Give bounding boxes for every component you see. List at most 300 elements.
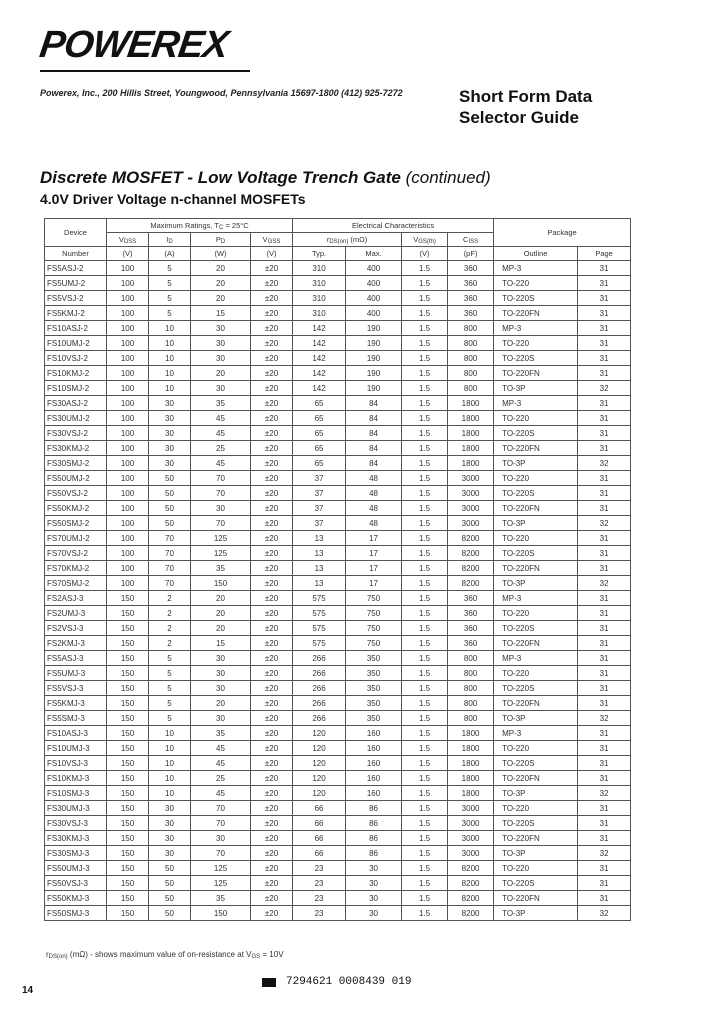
outline-cell: TO-220S xyxy=(494,351,578,366)
vdss-cell: 150 xyxy=(107,906,149,921)
table-row xyxy=(45,861,631,876)
ciss-cell: 800 xyxy=(448,366,494,381)
vgss-cell: ±20 xyxy=(251,471,293,486)
pd-cell: 25 xyxy=(191,771,251,786)
outline-header: Outline xyxy=(494,247,578,261)
vgss-cell: ±20 xyxy=(251,321,293,336)
vdss-header: $V_{DSS}$ xyxy=(107,233,149,247)
ciss-cell: 1800 xyxy=(448,726,494,741)
vgs-th-cell: 1.5 xyxy=(402,441,448,456)
vgss-cell: ±20 xyxy=(251,456,293,471)
vgss-cell: ±20 xyxy=(251,531,293,546)
vgs-th-cell: 1.5 xyxy=(402,591,448,606)
table-row xyxy=(45,501,631,516)
device-number-cell: FS10UMJ-2 xyxy=(45,336,107,351)
id-cell: 50 xyxy=(149,486,191,501)
header-row-units xyxy=(45,247,631,261)
mosfet-spec-table xyxy=(44,218,631,921)
pd-cell: 45 xyxy=(191,741,251,756)
page-cell: 31 xyxy=(578,351,631,366)
page-cell: 31 xyxy=(578,411,631,426)
vdss-cell: 100 xyxy=(107,336,149,351)
rds-max-cell: 750 xyxy=(346,636,402,651)
ciss-cell: 360 xyxy=(448,636,494,651)
ciss-cell: 800 xyxy=(448,681,494,696)
spec-table-body xyxy=(45,261,631,921)
device-number-cell: FS50VSJ-2 xyxy=(45,486,107,501)
rds-typ-cell: 310 xyxy=(293,306,346,321)
rds-typ-cell: 23 xyxy=(293,906,346,921)
device-number-cell: FS5ASJ-2 xyxy=(45,261,107,276)
rds-max-cell: 350 xyxy=(346,666,402,681)
device-number-cell: FS5KMJ-3 xyxy=(45,696,107,711)
page-cell: 31 xyxy=(578,486,631,501)
id-cell: 50 xyxy=(149,516,191,531)
section-subtitle: 4.0V Driver Voltage n-channel MOSFETs xyxy=(40,191,306,207)
rds-max-cell: 17 xyxy=(346,546,402,561)
vgs-th-cell: 1.5 xyxy=(402,891,448,906)
vdss-cell: 150 xyxy=(107,786,149,801)
device-number-cell: FS5ASJ-3 xyxy=(45,651,107,666)
table-row xyxy=(45,486,631,501)
vdss-cell: 100 xyxy=(107,486,149,501)
outline-cell: TO-220 xyxy=(494,666,578,681)
document-title xyxy=(459,86,592,128)
pd-cell: 30 xyxy=(191,501,251,516)
pd-cell: 150 xyxy=(191,576,251,591)
outline-cell: TO-3P xyxy=(494,381,578,396)
vdss-cell: 100 xyxy=(107,471,149,486)
id-cell: 30 xyxy=(149,396,191,411)
pd-cell: 125 xyxy=(191,546,251,561)
vgss-cell: ±20 xyxy=(251,291,293,306)
device-number-cell: FS10KMJ-2 xyxy=(45,366,107,381)
page-cell: 32 xyxy=(578,381,631,396)
rds-max-cell: 350 xyxy=(346,711,402,726)
page-cell: 31 xyxy=(578,606,631,621)
pd-cell: 70 xyxy=(191,516,251,531)
vgss-cell: ±20 xyxy=(251,816,293,831)
outline-cell: TO-220S xyxy=(494,816,578,831)
table-row xyxy=(45,681,631,696)
outline-cell: TO-3P xyxy=(494,906,578,921)
outline-cell: TO-220 xyxy=(494,471,578,486)
rds-max-cell: 400 xyxy=(346,276,402,291)
ciss-cell: 3000 xyxy=(448,801,494,816)
rds-typ-cell: 120 xyxy=(293,771,346,786)
ciss-cell: 1800 xyxy=(448,426,494,441)
rds-max-cell: 48 xyxy=(346,486,402,501)
vdss-cell: 100 xyxy=(107,291,149,306)
vgs-th-cell: 1.5 xyxy=(402,396,448,411)
outline-cell: TO-3P xyxy=(494,516,578,531)
powerex-logo: POWEREX xyxy=(37,24,231,66)
vgss-cell: ±20 xyxy=(251,336,293,351)
id-cell: 2 xyxy=(149,606,191,621)
device-number-cell: FS50KMJ-3 xyxy=(45,891,107,906)
table-row xyxy=(45,276,631,291)
rds-max-cell: 48 xyxy=(346,471,402,486)
id-cell: 10 xyxy=(149,366,191,381)
vdss-cell: 100 xyxy=(107,441,149,456)
vgs-th-cell: 1.5 xyxy=(402,531,448,546)
rds-max-cell: 30 xyxy=(346,861,402,876)
table-row xyxy=(45,291,631,306)
pd-cell: 20 xyxy=(191,621,251,636)
pd-cell: 35 xyxy=(191,396,251,411)
vgss-cell: ±20 xyxy=(251,906,293,921)
id-cell: 70 xyxy=(149,576,191,591)
ciss-cell: 360 xyxy=(448,606,494,621)
pd-cell: 20 xyxy=(191,696,251,711)
vgs-th-cell: 1.5 xyxy=(402,711,448,726)
device-number-cell: FS30ASJ-2 xyxy=(45,396,107,411)
vgs-th-cell: 1.5 xyxy=(402,726,448,741)
id-cell: 2 xyxy=(149,591,191,606)
pd-cell: 70 xyxy=(191,471,251,486)
vdss-cell: 150 xyxy=(107,771,149,786)
vgs-th-cell: 1.5 xyxy=(402,516,448,531)
rds-typ-cell: 310 xyxy=(293,276,346,291)
vdss-cell: 150 xyxy=(107,726,149,741)
rds-typ-cell: 575 xyxy=(293,621,346,636)
vgss-header: $V_{GSS}$ xyxy=(251,233,293,247)
outline-cell: TO-220FN xyxy=(494,636,578,651)
vgss-cell: ±20 xyxy=(251,411,293,426)
vgs-th-cell: 1.5 xyxy=(402,786,448,801)
pd-cell: 70 xyxy=(191,816,251,831)
id-cell: 50 xyxy=(149,861,191,876)
outline-cell: TO-220S xyxy=(494,546,578,561)
rds-max-cell: 350 xyxy=(346,651,402,666)
page-cell: 31 xyxy=(578,321,631,336)
vdss-cell: 100 xyxy=(107,576,149,591)
vgss-cell: ±20 xyxy=(251,576,293,591)
page-cell: 31 xyxy=(578,561,631,576)
pd-cell: 30 xyxy=(191,381,251,396)
page-header: Page xyxy=(578,247,631,261)
vgs-th-cell: 1.5 xyxy=(402,816,448,831)
ciss-unit: (pF) xyxy=(448,247,494,261)
table-row xyxy=(45,546,631,561)
vgss-cell: ±20 xyxy=(251,486,293,501)
device-number-cell: FS10SMJ-3 xyxy=(45,786,107,801)
id-cell: 30 xyxy=(149,801,191,816)
pd-cell: 150 xyxy=(191,906,251,921)
rds-max-cell: 86 xyxy=(346,831,402,846)
pd-cell: 30 xyxy=(191,831,251,846)
id-cell: 50 xyxy=(149,891,191,906)
device-number-cell: FS50SMJ-3 xyxy=(45,906,107,921)
vgss-cell: ±20 xyxy=(251,276,293,291)
id-cell: 30 xyxy=(149,846,191,861)
table-row xyxy=(45,726,631,741)
vgs-th-cell: 1.5 xyxy=(402,696,448,711)
outline-cell: TO-220FN xyxy=(494,561,578,576)
page-cell: 31 xyxy=(578,651,631,666)
device-number-cell: FS2ASJ-3 xyxy=(45,591,107,606)
page-cell: 31 xyxy=(578,666,631,681)
vdss-cell: 150 xyxy=(107,801,149,816)
device-number-cell: FS30UMJ-3 xyxy=(45,801,107,816)
ciss-cell: 800 xyxy=(448,651,494,666)
rds-typ-cell: 37 xyxy=(293,516,346,531)
barcode-number: 7294621 0008439 019 xyxy=(286,976,412,988)
rds-max-cell: 190 xyxy=(346,381,402,396)
rds-typ-cell: 65 xyxy=(293,456,346,471)
rds-max-cell: 160 xyxy=(346,726,402,741)
table-row xyxy=(45,576,631,591)
ciss-cell: 800 xyxy=(448,711,494,726)
vdss-cell: 100 xyxy=(107,411,149,426)
rds-max-cell: 400 xyxy=(346,291,402,306)
page-cell: 32 xyxy=(578,516,631,531)
device-number-cell: FS2UMJ-3 xyxy=(45,606,107,621)
rds-max-cell: 350 xyxy=(346,696,402,711)
table-row xyxy=(45,786,631,801)
id-cell: 10 xyxy=(149,321,191,336)
ciss-cell: 1800 xyxy=(448,756,494,771)
rds-max-cell: 84 xyxy=(346,396,402,411)
id-cell: 2 xyxy=(149,636,191,651)
rds-max-cell: 160 xyxy=(346,771,402,786)
rds-typ-cell: 13 xyxy=(293,531,346,546)
vgs-th-cell: 1.5 xyxy=(402,756,448,771)
table-row xyxy=(45,756,631,771)
rds-typ-cell: 65 xyxy=(293,396,346,411)
device-header: Device xyxy=(45,219,107,247)
vdss-cell: 150 xyxy=(107,741,149,756)
page-cell: 31 xyxy=(578,636,631,651)
device-number-cell: FS50VSJ-3 xyxy=(45,876,107,891)
page-cell: 32 xyxy=(578,906,631,921)
outline-cell: TO-220FN xyxy=(494,501,578,516)
barcode-mark xyxy=(262,978,276,987)
vdss-cell: 100 xyxy=(107,426,149,441)
vdss-cell: 100 xyxy=(107,531,149,546)
vgss-cell: ±20 xyxy=(251,756,293,771)
rds-typ-cell: 37 xyxy=(293,501,346,516)
rds-typ-cell: 142 xyxy=(293,321,346,336)
vdss-cell: 150 xyxy=(107,816,149,831)
device-number-cell: FS30VSJ-2 xyxy=(45,426,107,441)
rds-typ-cell: 120 xyxy=(293,756,346,771)
ciss-cell: 3000 xyxy=(448,486,494,501)
pd-cell: 30 xyxy=(191,711,251,726)
vgs-th-cell: 1.5 xyxy=(402,561,448,576)
table-row xyxy=(45,411,631,426)
rds-max-cell: 190 xyxy=(346,321,402,336)
vgss-cell: ±20 xyxy=(251,786,293,801)
outline-cell: TO-220 xyxy=(494,861,578,876)
id-header: $I_D$ xyxy=(149,233,191,247)
page-cell: 32 xyxy=(578,456,631,471)
vgss-cell: ±20 xyxy=(251,666,293,681)
page-cell: 31 xyxy=(578,756,631,771)
vgs-th-cell: 1.5 xyxy=(402,681,448,696)
table-row xyxy=(45,801,631,816)
ciss-cell: 360 xyxy=(448,261,494,276)
table-row xyxy=(45,531,631,546)
pd-cell: 45 xyxy=(191,456,251,471)
ciss-cell: 800 xyxy=(448,336,494,351)
page-cell: 31 xyxy=(578,396,631,411)
device-number-cell: FS5UMJ-3 xyxy=(45,666,107,681)
vgs-th-cell: 1.5 xyxy=(402,651,448,666)
vgs-th-cell: 1.5 xyxy=(402,306,448,321)
table-row xyxy=(45,351,631,366)
rds-max-cell: 17 xyxy=(346,531,402,546)
pd-cell: 125 xyxy=(191,876,251,891)
device-number-cell: FS5KMJ-2 xyxy=(45,306,107,321)
ciss-cell: 3000 xyxy=(448,516,494,531)
device-number-header: Number xyxy=(45,247,107,261)
vgss-cell: ±20 xyxy=(251,801,293,816)
pd-cell: 20 xyxy=(191,276,251,291)
outline-cell: TO-3P xyxy=(494,576,578,591)
id-cell: 5 xyxy=(149,291,191,306)
vgs-th-cell: 1.5 xyxy=(402,546,448,561)
pd-cell: 45 xyxy=(191,786,251,801)
vgss-cell: ±20 xyxy=(251,891,293,906)
table-row xyxy=(45,651,631,666)
pd-cell: 45 xyxy=(191,756,251,771)
id-cell: 5 xyxy=(149,261,191,276)
ciss-cell: 1800 xyxy=(448,396,494,411)
vgs-th-cell: 1.5 xyxy=(402,471,448,486)
pd-cell: 20 xyxy=(191,366,251,381)
rds-typ-cell: 120 xyxy=(293,741,346,756)
rds-typ-cell: 13 xyxy=(293,546,346,561)
id-cell: 30 xyxy=(149,831,191,846)
typ-header: Typ. xyxy=(293,247,346,261)
ciss-cell: 1800 xyxy=(448,456,494,471)
rds-max-cell: 30 xyxy=(346,891,402,906)
id-cell: 10 xyxy=(149,771,191,786)
outline-cell: TO-3P xyxy=(494,786,578,801)
vdss-cell: 150 xyxy=(107,831,149,846)
outline-cell: TO-220S xyxy=(494,426,578,441)
ciss-cell: 8200 xyxy=(448,561,494,576)
page-cell: 32 xyxy=(578,576,631,591)
table-row xyxy=(45,891,631,906)
page-cell: 32 xyxy=(578,786,631,801)
vgs-th-cell: 1.5 xyxy=(402,741,448,756)
device-number-cell: FS2KMJ-3 xyxy=(45,636,107,651)
vgs-th-cell: 1.5 xyxy=(402,411,448,426)
vgss-cell: ±20 xyxy=(251,351,293,366)
id-cell: 5 xyxy=(149,711,191,726)
id-cell: 5 xyxy=(149,681,191,696)
vgss-cell: ±20 xyxy=(251,606,293,621)
ciss-cell: 800 xyxy=(448,381,494,396)
id-cell: 10 xyxy=(149,381,191,396)
pd-cell: 125 xyxy=(191,861,251,876)
rds-typ-cell: 37 xyxy=(293,471,346,486)
rds-typ-cell: 266 xyxy=(293,696,346,711)
pd-cell: 20 xyxy=(191,261,251,276)
vgss-cell: ±20 xyxy=(251,261,293,276)
logo-underline xyxy=(40,70,250,72)
ciss-cell: 1800 xyxy=(448,441,494,456)
rds-max-cell: 190 xyxy=(346,351,402,366)
vgs-th-cell: 1.5 xyxy=(402,621,448,636)
device-number-cell: FS10UMJ-3 xyxy=(45,741,107,756)
vgs-th-cell: 1.5 xyxy=(402,801,448,816)
max-header: Max. xyxy=(346,247,402,261)
table-row xyxy=(45,591,631,606)
rds-max-cell: 160 xyxy=(346,786,402,801)
outline-cell: TO-220 xyxy=(494,606,578,621)
page-cell: 31 xyxy=(578,696,631,711)
pd-cell: 30 xyxy=(191,351,251,366)
page-cell: 31 xyxy=(578,816,631,831)
ciss-cell: 1800 xyxy=(448,771,494,786)
vgss-cell: ±20 xyxy=(251,396,293,411)
id-cell: 5 xyxy=(149,696,191,711)
rds-typ-cell: 266 xyxy=(293,666,346,681)
id-cell: 10 xyxy=(149,756,191,771)
ciss-cell: 360 xyxy=(448,291,494,306)
ciss-cell: 360 xyxy=(448,276,494,291)
rds-typ-cell: 66 xyxy=(293,846,346,861)
vdss-cell: 150 xyxy=(107,681,149,696)
ciss-cell: 360 xyxy=(448,621,494,636)
table-row xyxy=(45,621,631,636)
vgss-cell: ±20 xyxy=(251,516,293,531)
ciss-cell: 800 xyxy=(448,351,494,366)
electrical-characteristics-header: Electrical Characteristics xyxy=(293,219,494,233)
device-number-cell: FS50UMJ-3 xyxy=(45,861,107,876)
vdss-cell: 100 xyxy=(107,306,149,321)
vdss-cell: 100 xyxy=(107,546,149,561)
outline-cell: TO-220 xyxy=(494,801,578,816)
rds-max-cell: 400 xyxy=(346,261,402,276)
pd-cell: 20 xyxy=(191,291,251,306)
table-row xyxy=(45,261,631,276)
vgss-cell: ±20 xyxy=(251,501,293,516)
outline-cell: MP-3 xyxy=(494,651,578,666)
pd-cell: 30 xyxy=(191,336,251,351)
rds-typ-cell: 13 xyxy=(293,576,346,591)
ciss-cell: 800 xyxy=(448,321,494,336)
outline-cell: TO-220 xyxy=(494,531,578,546)
id-cell: 30 xyxy=(149,411,191,426)
vdss-cell: 100 xyxy=(107,276,149,291)
vdss-unit: (V) xyxy=(107,247,149,261)
table-row xyxy=(45,306,631,321)
table-row xyxy=(45,381,631,396)
id-cell: 30 xyxy=(149,456,191,471)
device-number-cell: FS50KMJ-2 xyxy=(45,501,107,516)
rds-max-cell: 84 xyxy=(346,426,402,441)
outline-cell: TO-220S xyxy=(494,621,578,636)
rds-typ-cell: 66 xyxy=(293,801,346,816)
document-title-line1: Short Form Data xyxy=(459,87,593,106)
rds-max-cell: 190 xyxy=(346,366,402,381)
section-title-continued: (continued) xyxy=(405,168,491,187)
table-row xyxy=(45,561,631,576)
page-cell: 31 xyxy=(578,441,631,456)
ciss-cell: 8200 xyxy=(448,546,494,561)
pd-cell: 15 xyxy=(191,636,251,651)
rds-typ-cell: 37 xyxy=(293,486,346,501)
pd-cell: 35 xyxy=(191,561,251,576)
vgss-cell: ±20 xyxy=(251,696,293,711)
device-number-cell: FS10VSJ-2 xyxy=(45,351,107,366)
id-cell: 5 xyxy=(149,666,191,681)
page-cell: 31 xyxy=(578,531,631,546)
